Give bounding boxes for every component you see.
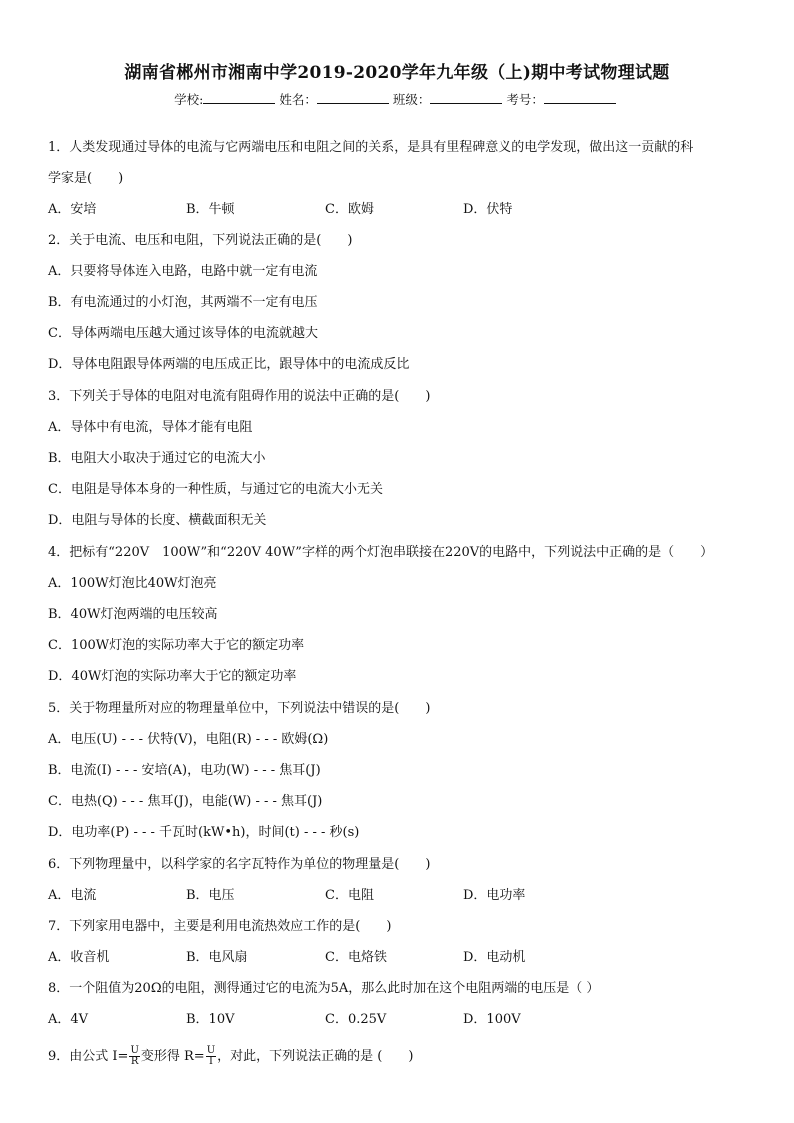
q8-option-c: C．0.25V xyxy=(325,1012,387,1027)
q5-option-a: A．电压(U) - - - 伏特(V)，电阻(R) - - - 欧姆(Ω) xyxy=(48,732,329,747)
q3-stem: 3．下列关于导体的电阻对电流有阻碍作用的说法中正确的是( ) xyxy=(48,389,431,404)
q4-option-c: C．100W灯泡的实际功率大于它的额定功率 xyxy=(48,638,305,653)
q9-stem xyxy=(48,1046,413,1067)
q9-f1-numerator: U xyxy=(130,1045,139,1056)
q3-option-d: D．电阻与导体的长度、横截面积无关 xyxy=(48,513,267,528)
q8-option-a: A．4V xyxy=(48,1012,89,1027)
q2-stem: 2．关于电流、电压和电阻，下列说法正确的是( ) xyxy=(48,233,353,248)
student-info-row xyxy=(0,90,794,108)
q6-stem: 6．下列物理量中，以科学家的名字瓦特作为单位的物理量是( ) xyxy=(48,857,431,872)
q1-option-d: D．伏特 xyxy=(463,202,513,217)
q5-option-b: B．电流(I) - - - 安培(A)，电功(W) - - - 焦耳(J) xyxy=(48,763,321,778)
q3-option-b: B．电阻大小取决于通过它的电流大小 xyxy=(48,451,266,466)
q1-option-a: A．安培 xyxy=(48,202,97,217)
q7-stem: 7．下列家用电器中，主要是利用电流热效应工作的是( ) xyxy=(48,919,392,934)
q2-option-b: B．有电流通过的小灯泡，其两端不一定有电压 xyxy=(48,295,318,310)
q1-stem-line2: 学家是( ) xyxy=(48,171,124,186)
q7-option-c: C．电烙铁 xyxy=(325,950,387,965)
q1-option-b: B．牛顿 xyxy=(186,202,235,217)
number-blank xyxy=(544,91,616,104)
q1-stem-line1: 1．人类发现通过导体的电流与它两端电压和电阻之间的关系，是具有里程碑意义的电学发现，做出这一贡献的科 xyxy=(48,140,694,155)
class-blank xyxy=(430,91,502,104)
q7-option-b: B．电风扇 xyxy=(186,950,248,965)
q9-middle: 变形得 R= xyxy=(140,1049,205,1064)
q1-option-c: C．欧姆 xyxy=(325,202,374,217)
q5-stem: 5．关于物理量所对应的物理量单位中，下列说法中错误的是( ) xyxy=(48,701,431,716)
q7-option-d: D．电动机 xyxy=(463,950,526,965)
q9-fraction-u-over-r xyxy=(129,1046,139,1067)
school-blank xyxy=(203,91,275,104)
q6-option-d: D．电功率 xyxy=(463,888,526,903)
q4-option-b: B．40W灯泡两端的电压较高 xyxy=(48,607,218,622)
q9-prefix: 9．由公式 I= xyxy=(48,1049,129,1064)
q5-option-c: C．电热(Q) - - - 焦耳(J)，电能(W) - - - 焦耳(J) xyxy=(48,794,323,809)
number-label: 考号： xyxy=(506,92,544,107)
q8-option-b: B．10V xyxy=(186,1012,235,1027)
name-blank xyxy=(317,91,389,104)
q7-option-a: A．收音机 xyxy=(48,950,110,965)
q8-stem: 8．一个阻值为20Ω的电阻，测得通过它的电流为5A，那么此时加在这个电阻两端的电压是（ ） xyxy=(48,981,600,996)
q9-fraction-u-over-i xyxy=(206,1046,216,1067)
q9-f2-denominator: I xyxy=(208,1056,213,1067)
q3-option-a: A．导体中有电流，导体才能有电阻 xyxy=(48,420,253,435)
q9-f2-numerator: U xyxy=(206,1045,216,1056)
q6-option-a: A．电流 xyxy=(48,888,97,903)
exam-title: 湖南省郴州市湘南中学2019-2020学年九年级（上)期中考试物理试题 xyxy=(124,63,670,83)
q2-option-d: D．导体电阻跟导体两端的电压成正比，跟导体中的电流成反比 xyxy=(48,357,410,372)
q2-option-c: C．导体两端电压越大通过该导体的电流就越大 xyxy=(48,326,318,341)
q4-stem: 4．把标有“220V 100W”和“220V 40W”字样的两个灯泡串联接在220V的电路中，下列说法中正确的是（ ） xyxy=(48,545,714,560)
q3-option-c: C．电阻是导体本身的一种性质，与通过它的电流大小无关 xyxy=(48,482,383,497)
q2-option-a: A．只要将导体连入电路，电路中就一定有电流 xyxy=(48,264,318,279)
q6-option-b: B．电压 xyxy=(186,888,235,903)
q8-option-d: D．100V xyxy=(463,1012,521,1027)
name-label: 姓名： xyxy=(279,92,317,107)
school-label: 学校: xyxy=(174,92,204,107)
q9-suffix: ，对此，下列说法正确的是 ( ) xyxy=(217,1049,414,1064)
q4-option-d: D．40W灯泡的实际功率大于它的额定功率 xyxy=(48,669,297,684)
q4-option-a: A．100W灯泡比40W灯泡亮 xyxy=(48,576,217,591)
q5-option-d: D．电功率(P) - - - 千瓦时(kW•h)，时间(t) - - - 秒(s) xyxy=(48,825,360,840)
q9-f1-denominator: R xyxy=(130,1056,139,1067)
class-label: 班级： xyxy=(392,92,431,107)
q6-option-c: C．电阻 xyxy=(325,888,374,903)
